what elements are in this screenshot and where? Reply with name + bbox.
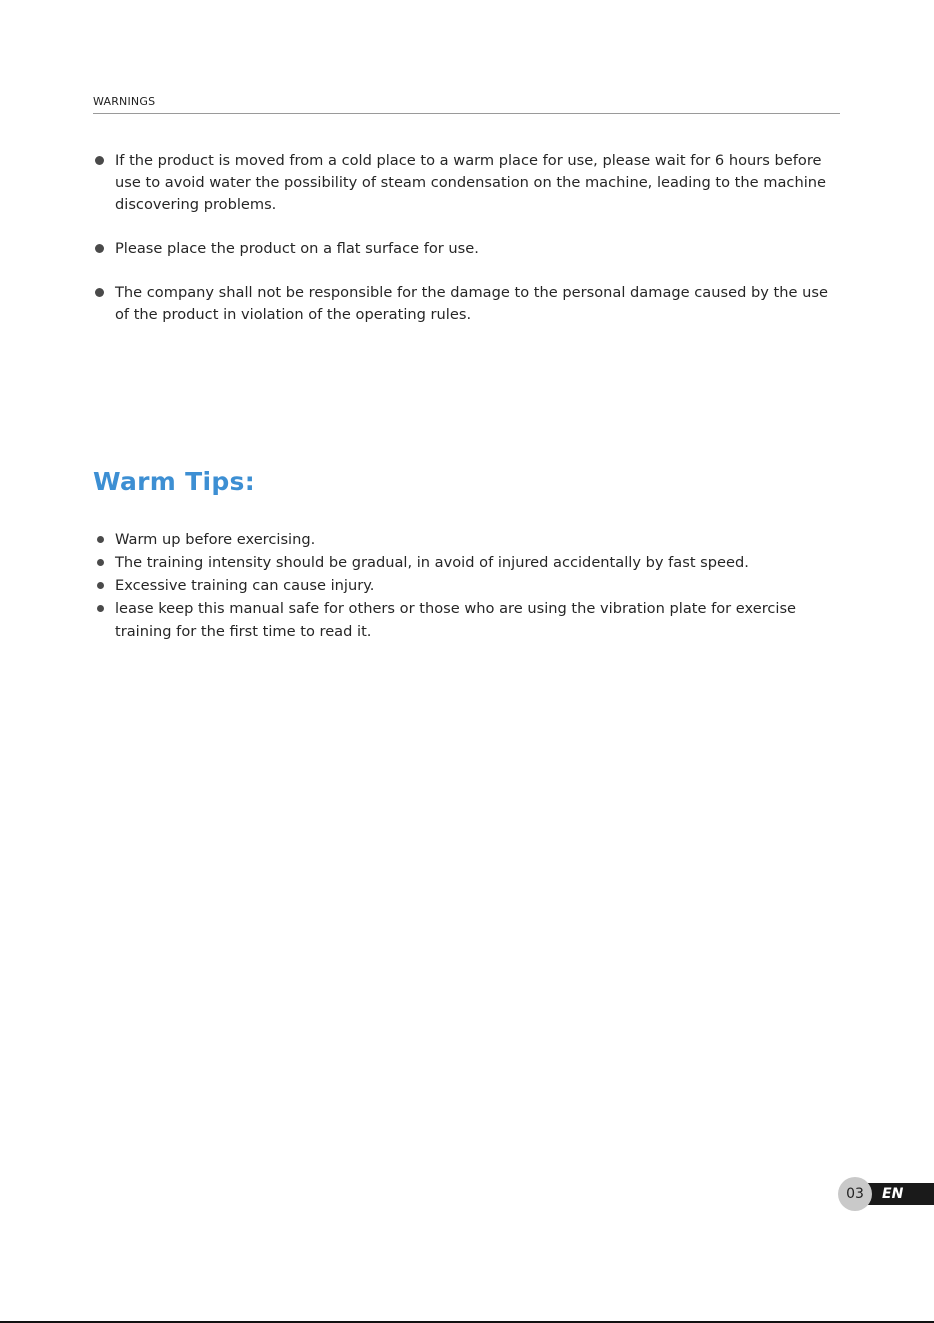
tip-text: Warm up before exercising. — [115, 531, 316, 548]
bullet-icon — [95, 156, 104, 165]
bullet-icon — [95, 244, 104, 253]
warning-text: The company shall not be responsible for the damage to the personal damage caused by the use of the product in violation of the operating rules. — [115, 284, 828, 323]
list-item — [93, 574, 845, 597]
page-number: 03 — [838, 1177, 872, 1211]
list-item — [93, 238, 845, 260]
list-item — [93, 597, 845, 643]
tip-text: Excessive training can cause injury. — [115, 577, 375, 594]
header-divider — [93, 113, 840, 114]
bullet-icon — [97, 536, 104, 543]
warning-text: If the product is moved from a cold place to a warm place for use, please wait for 6 hours before use to avoid water the possibility of steam condensation on the machine, leading to the machine discovering problems. — [115, 152, 826, 213]
tip-text: lease keep this manual safe for others or those who are using the vibration plate for exercise training for the first time to read it. — [115, 600, 797, 640]
bullet-icon — [97, 582, 104, 589]
bullet-icon — [95, 288, 104, 297]
page-number-tab — [838, 1177, 934, 1211]
warm-tips-heading: Warm Tips: — [93, 467, 256, 496]
list-item — [93, 150, 845, 216]
section-header-label: WARNINGS — [93, 95, 156, 108]
list-item — [93, 282, 845, 326]
tips-list — [93, 528, 845, 643]
bullet-icon — [97, 605, 104, 612]
warning-text: Please place the product on a flat surface for use. — [115, 240, 479, 257]
list-item — [93, 551, 845, 574]
list-item — [93, 528, 845, 551]
warnings-list — [93, 150, 845, 348]
bullet-icon — [97, 559, 104, 566]
tip-text: The training intensity should be gradual, in avoid of injured accidentally by fast speed. — [115, 554, 749, 571]
language-label: EN — [882, 1186, 904, 1202]
